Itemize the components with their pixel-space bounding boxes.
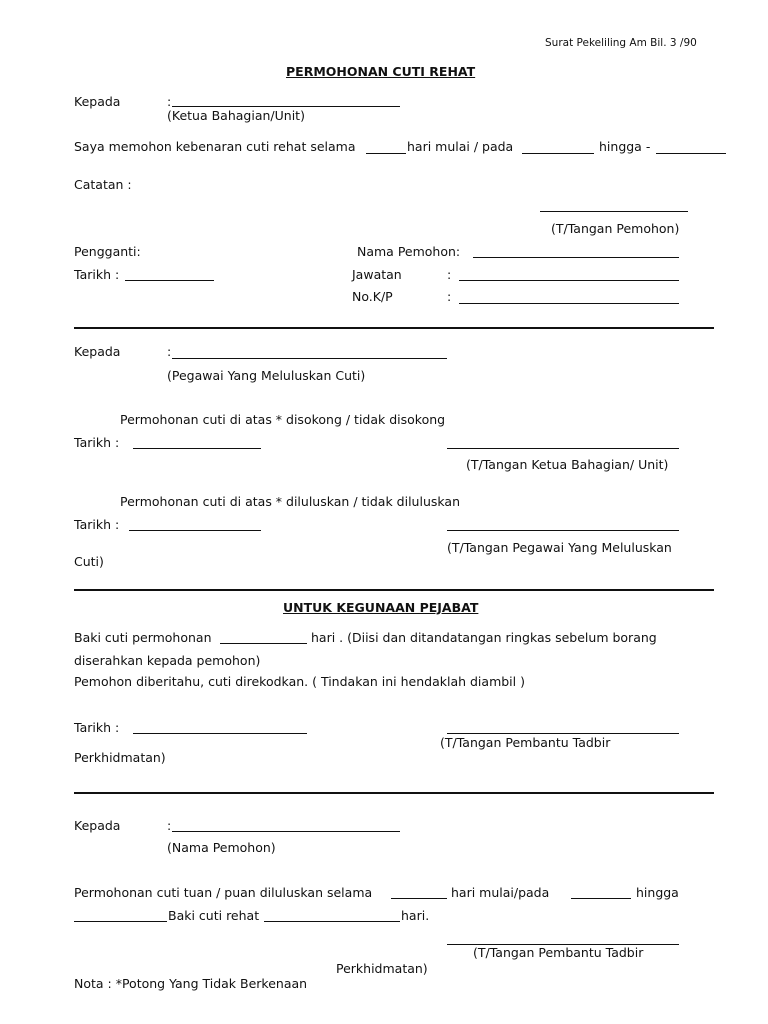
section-divider-1: [74, 327, 714, 329]
lulus-text-2: hari mulai/pada: [451, 885, 550, 900]
baki-rehat-text-1: Baki cuti rehat: [168, 908, 260, 923]
pembantu2-signature-label: (T/Tangan Pembantu Tadbir: [473, 945, 644, 960]
kepada3-label: Kepada: [74, 818, 121, 833]
diberitahu-text: Pemohon diberitahu, cuti direkodkan. ( Tindakan ini hendaklah diambil ): [74, 674, 525, 689]
ketua-signature-label: (T/Tangan Ketua Bahagian/ Unit): [466, 457, 669, 472]
lulus-text-3: hingga: [636, 885, 679, 900]
lulus-hari-field[interactable]: [391, 898, 447, 899]
kepada-ketua-sublabel: (Ketua Bahagian/Unit): [167, 108, 305, 123]
pembantu-signature-label-cont: Perkhidmatan): [74, 750, 166, 765]
tarikh-diluluskan-field[interactable]: [129, 530, 261, 531]
saya-text-1: Saya memohon kebenaran cuti rehat selama: [74, 139, 356, 154]
kepada-colon: :: [167, 94, 172, 109]
mulai-date-field[interactable]: [522, 153, 594, 154]
nama-pemohon-label: Nama Pemohon:: [357, 244, 461, 259]
baki-text-2: hari . (Diisi dan ditandatangan ringkas sebelum borang: [311, 630, 657, 645]
document-reference: Surat Pekeliling Am Bil. 3 /90: [545, 37, 697, 49]
tarikh2-label: Tarikh :: [74, 435, 120, 450]
kepada3-colon: :: [167, 818, 172, 833]
hari-count-field[interactable]: [366, 153, 406, 154]
tarikh-field[interactable]: [125, 280, 214, 281]
nota-text: Nota : *Potong Yang Tidak Berkenaan: [74, 976, 308, 991]
jawatan-label: Jawatan: [352, 267, 402, 282]
tarikh-label: Tarikh :: [74, 267, 120, 282]
saya-text-2: hari mulai / pada: [407, 139, 514, 154]
pegawai-signature-label: (T/Tangan Pegawai Yang Meluluskan: [447, 540, 672, 555]
section-divider-3: [74, 792, 714, 794]
catatan-label: Catatan :: [74, 177, 132, 192]
pembantu2-signature-label-cont: Perkhidmatan): [336, 961, 428, 976]
kepada-pegawai-sublabel: (Pegawai Yang Meluluskan Cuti): [167, 368, 366, 383]
hingga-date-field[interactable]: [656, 153, 726, 154]
baki-rehat-text-2: hari.: [401, 908, 430, 923]
disokong-statement: Permohonan cuti di atas * disokong / tidak disokong: [120, 412, 446, 427]
nama-pemohon-field[interactable]: [473, 257, 679, 258]
baki-text-1: Baki cuti permohonan: [74, 630, 212, 645]
ketua-signature-field[interactable]: [447, 448, 679, 449]
lulus-hingga-field[interactable]: [74, 921, 167, 922]
jawatan-colon: :: [447, 267, 452, 282]
tarikh-pejabat-field[interactable]: [133, 733, 307, 734]
kepada-nama-pemohon-field[interactable]: [172, 831, 400, 832]
pembantu-signature-field[interactable]: [447, 733, 679, 734]
jawatan-field[interactable]: [459, 280, 679, 281]
tarikh-disokong-field[interactable]: [133, 448, 261, 449]
form-title: PERMOHONAN CUTI REHAT: [286, 64, 476, 79]
pegawai-signature-label-cont: Cuti): [74, 554, 104, 569]
tarikh4-label: Tarikh :: [74, 720, 120, 735]
nokp-label: No.K/P: [352, 289, 393, 304]
nokp-field[interactable]: [459, 303, 679, 304]
kepada2-label: Kepada: [74, 344, 121, 359]
baki-rehat-field[interactable]: [264, 921, 400, 922]
pembantu-signature-label: (T/Tangan Pembantu Tadbir: [440, 735, 611, 750]
kepada-pegawai-field[interactable]: [172, 358, 447, 359]
pegawai-signature-field[interactable]: [447, 530, 679, 531]
nokp-colon: :: [447, 289, 452, 304]
diluluskan-statement: Permohonan cuti di atas * diluluskan / tidak diluluskan: [120, 494, 460, 509]
kepada-ketua-field[interactable]: [172, 106, 400, 107]
pemohon-signature-field[interactable]: [540, 211, 688, 212]
saya-text-3: hingga -: [599, 139, 651, 154]
pengganti-label: Pengganti:: [74, 244, 141, 259]
office-use-title: UNTUK KEGUNAAN PEJABAT: [283, 600, 479, 615]
lulus-mulai-field[interactable]: [571, 898, 631, 899]
kepada-nama-pemohon-sublabel: (Nama Pemohon): [167, 840, 276, 855]
baki-cuti-field[interactable]: [220, 643, 307, 644]
section-divider-2: [74, 589, 714, 591]
lulus-text-1: Permohonan cuti tuan / puan diluluskan selama: [74, 885, 373, 900]
tarikh3-label: Tarikh :: [74, 517, 120, 532]
pemohon-signature-label: (T/Tangan Pemohon): [551, 221, 680, 236]
kepada2-colon: :: [167, 344, 172, 359]
kepada-label: Kepada: [74, 94, 121, 109]
baki-text-3: diserahkan kepada pemohon): [74, 653, 261, 668]
